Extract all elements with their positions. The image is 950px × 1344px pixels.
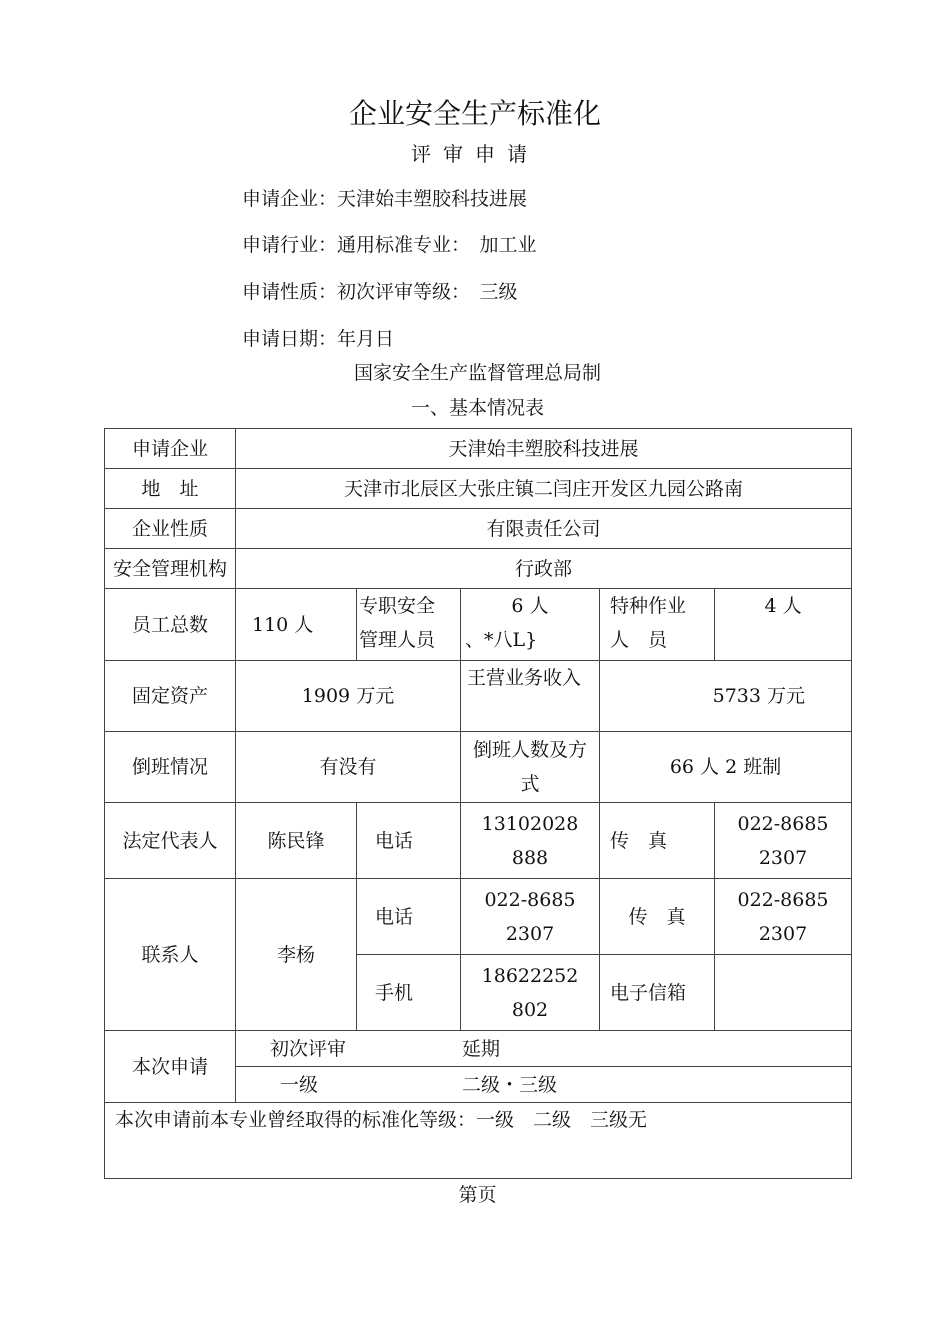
- document-subtitle: 评审申请: [411, 142, 539, 166]
- contact-phone: [461, 879, 600, 955]
- safety-staff-label-line1: 专职安全: [359, 595, 436, 617]
- shift-mode-label-line1: 倒班人数及方: [472, 739, 587, 761]
- company-value: 天津始丰塑胶科技进展: [236, 429, 852, 469]
- contact-fax-line1: 022-8685: [737, 888, 829, 911]
- safety-staff-label: [357, 589, 461, 661]
- company-label: 申请企业: [105, 429, 236, 469]
- info-date: 申请日期：年月日: [242, 328, 395, 350]
- mgmt-value: 行政部: [236, 549, 852, 589]
- nature-label: 企业性质: [105, 509, 236, 549]
- basic-info-table: [104, 428, 852, 1179]
- legal-phone-label: 电话: [357, 803, 461, 879]
- mobile-label: 手机: [357, 955, 461, 1031]
- staff-label: 员工总数: [105, 589, 236, 661]
- legal-phone-line1: 13102028: [481, 812, 579, 835]
- mobile-line2: 802: [511, 998, 549, 1021]
- special-label-line2: 人 员: [610, 629, 668, 651]
- safety-staff-value-line1: 6 人: [511, 595, 549, 617]
- apply-level-row: [236, 1067, 852, 1103]
- mgmt-label: 安全管理机构: [105, 549, 236, 589]
- address-value: 天津市北辰区大张庄镇二闫庄开发区九园公路南: [236, 469, 852, 509]
- legal-name: 陈民锋: [236, 803, 357, 879]
- apply-type-extension: 延期: [462, 1037, 501, 1060]
- contact-fax-line2: 2307: [758, 922, 808, 945]
- page-footer: 第页: [458, 1184, 497, 1206]
- previous-level: 本次申请前本专业曾经取得的标准化等级：一级 二级 三级无: [105, 1103, 852, 1179]
- apply-type-row: [236, 1031, 852, 1067]
- legal-phone: [461, 803, 600, 879]
- apply-level-1: 一级: [280, 1073, 319, 1096]
- email-label: 电子信箱: [600, 955, 715, 1031]
- document-title: 企业安全生产标准化: [348, 97, 601, 130]
- info-nature: 申请性质：初次评审等级： 三级: [242, 281, 518, 303]
- safety-staff-value-line2: 、*八L}: [465, 629, 538, 651]
- assets-value: 1909 万元: [236, 661, 461, 732]
- legal-fax: [715, 803, 852, 879]
- legal-phone-line2: 888: [511, 846, 549, 869]
- safety-staff-label-line2: 管理人员: [359, 629, 436, 651]
- shift-value: 有没有: [236, 732, 461, 803]
- legal-fax-line1: 022-8685: [737, 812, 829, 835]
- contact-fax: [715, 879, 852, 955]
- shift-mode-label: [461, 732, 600, 803]
- apply-type-initial: 初次评审: [270, 1037, 347, 1060]
- apply-level-2-3: 二级・三级: [462, 1073, 558, 1096]
- info-company: 申请企业：天津始丰塑胶科技进展: [242, 188, 528, 210]
- shift-mode-label-line2: 式: [520, 773, 540, 795]
- special-label-line1: 特种作业: [610, 595, 687, 617]
- mobile: [461, 955, 600, 1031]
- shift-label: 倒班情况: [105, 732, 236, 803]
- contact-name: 李杨: [236, 879, 357, 1031]
- special-label: [600, 589, 715, 661]
- apply-label: 本次申请: [105, 1031, 236, 1103]
- revenue-value: 5733 万元: [600, 661, 852, 732]
- special-value: 4 人: [715, 589, 852, 661]
- contact-phone-line1: 022-8685: [484, 888, 576, 911]
- staff-value: 110 人: [236, 589, 357, 661]
- shift-mode-value: 66 人 2 班制: [600, 732, 852, 803]
- email-value: [715, 955, 852, 1031]
- info-industry: 申请行业：通用标准专业： 加工业: [242, 234, 537, 256]
- nature-value: 有限责任公司: [236, 509, 852, 549]
- issuer: 国家安全生产监督管理总局制: [353, 362, 601, 384]
- safety-staff-value: [461, 589, 600, 661]
- contact-phone-label: 电话: [357, 879, 461, 955]
- mobile-line1: 18622252: [481, 964, 579, 987]
- revenue-label: 王营业务收入: [461, 661, 600, 732]
- address-label: 地 址: [105, 469, 236, 509]
- legal-fax-line2: 2307: [758, 846, 808, 869]
- contact-label: 联系人: [105, 879, 236, 1031]
- section-title: 一、基本情况表: [410, 397, 544, 419]
- contact-phone-line2: 2307: [505, 922, 555, 945]
- legal-label: 法定代表人: [105, 803, 236, 879]
- assets-label: 固定资产: [105, 661, 236, 732]
- legal-fax-label: 传 真: [600, 803, 715, 879]
- contact-fax-label: 传 真: [600, 879, 715, 955]
